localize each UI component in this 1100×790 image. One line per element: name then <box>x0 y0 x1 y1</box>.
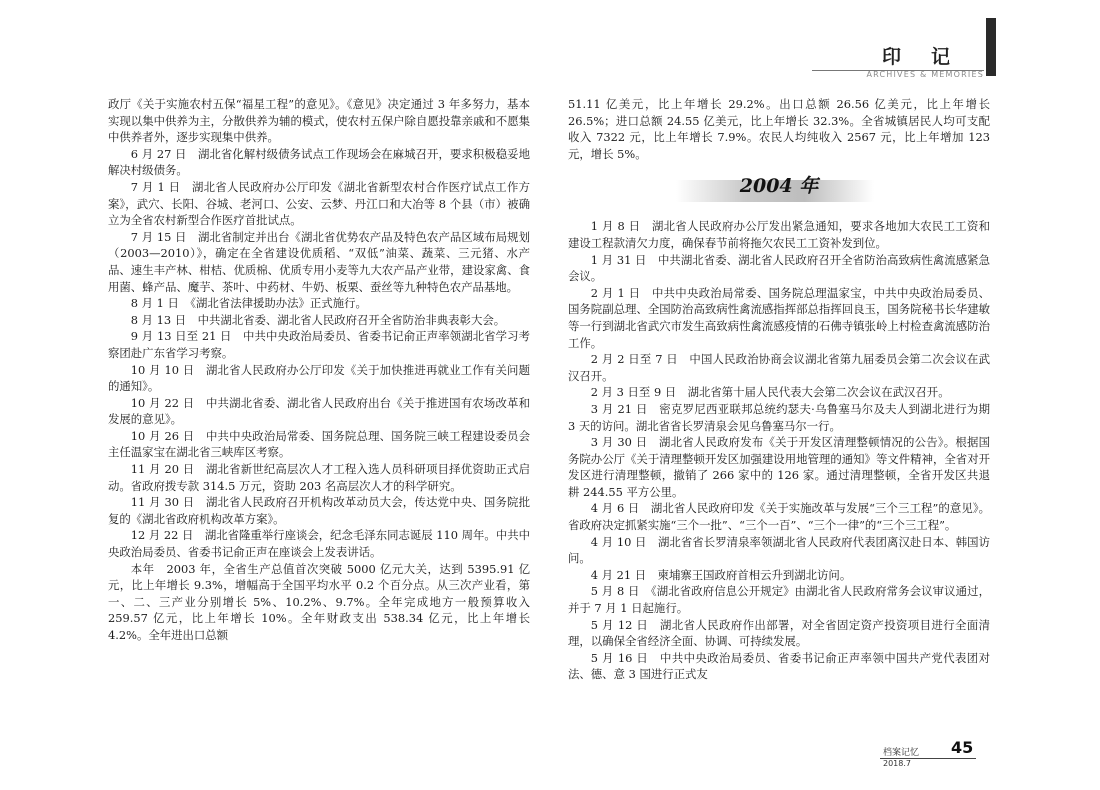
paragraph: 2 月 1 日 中共中央政治局常委、国务院总理温家宝，中共中央政治局委员、国务院副总理、全国防治高致病性禽流感指挥部总指挥回良玉，国务院秘书长华建敏等一行到湖北省武穴市发生高致病性禽流感疫情的石佛寺镇张岭上村检查禽流感防治工作。 <box>568 285 990 350</box>
paragraph: 10 月 10 日 湖北省人民政府办公厅印发《关于加快推进再就业工作有关问题的通知》。 <box>108 362 530 394</box>
page-number: 45 <box>951 738 974 757</box>
paragraph: 1 月 8 日 湖北省人民政府办公厅发出紧急通知，要求各地加大农民工工资和建设工程款清欠力度，确保春节前将拖欠农民工工资补发到位。 <box>568 219 990 250</box>
paragraph: 12 月 22 日 湖北省隆重举行座谈会，纪念毛泽东同志诞辰 110 周年。中共中央政治局委员、省委书记俞正声在座谈会上发表讲话。 <box>108 528 530 560</box>
paragraph: 5 月 8 日 《湖北省政府信息公开规定》由湖北省人民政府常务会议审议通过，并于 7 月 1 日起施行。 <box>568 584 990 616</box>
paragraph: 政厅《关于实施农村五保“福星工程”的意见》。《意见》决定通过 3 年多努力，基本实现以集中供养为主，分散供养为辅的模式，使农村五保户除自愿投靠亲戚和不愿集中供养者外，逐步实现集中供养。 <box>108 97 530 145</box>
right-top-text <box>568 96 990 162</box>
right-column <box>568 96 990 683</box>
year-heading-text: 2004 年 <box>739 175 819 198</box>
paragraph: 51.11 亿美元，比上年增长 29.2%。出口总额 26.56 亿美元，比上年增长 26.5%；进口总额 24.55 亿美元，比上年增长 32.3%。全省城镇居民人均可支配收入 7322 元，比上年增长 7.9%。农民人均纯收入 2567 元，比上年增加 123 元，增长 5%。 <box>568 97 990 161</box>
paragraph: 10 月 26 日 中共中央政治局常委、国务院总理、国务院三峡工程建设委员会主任温家宝在湖北省三峡库区考察。 <box>108 428 530 460</box>
paragraph: 9 月 13 日至 21 日 中共中央政治局委员、省委书记俞正声率领湖北省学习考察团赴广东省学习考察。 <box>108 329 530 360</box>
year-heading <box>568 172 990 210</box>
paragraph: 1 月 31 日 中共湖北省委、湖北省人民政府召开全省防治高致病性禽流感紧急会议。 <box>568 252 990 284</box>
issue-date: 2018.7 <box>883 759 911 768</box>
paragraph: 7 月 15 日 湖北省制定并出台《湖北省优势农产品及特色农产品区域布局规划（2003—2010）》，确定在全省建设优质稻、“双低”油菜、蔬菜、三元猪、水产品、速生丰产林、柑桔、优质棉、优质专用小麦等九大农产品产业带，建设家禽、食用菌、蜂产品、魔芋、茶叶、中药材、牛奶、板栗、蚕丝等九种特色农产品基地。 <box>108 229 530 294</box>
right-bottom-text <box>568 218 990 683</box>
paragraph: 11 月 20 日 湖北省新世纪高层次人才工程入选人员科研项目择优资助正式启动。省政府拨专款 314.5 万元，资助 203 名高层次人才的科学研究。 <box>108 462 530 493</box>
journal-name: 档案记忆 <box>883 748 920 758</box>
paragraph: 8 月 1 日 《湖北省法律援助办法》正式施行。 <box>130 296 367 311</box>
paragraph: 8 月 13 日 中共湖北省委、湖北省人民政府召开全省防治非典表彰大会。 <box>130 312 506 327</box>
paragraph: 本年 2003 年，全省生产总值首次突破 5000 亿元大关，达到 5395.91 亿元，比上年增长 9.3%，增幅高于全国平均水平 0.2 个百分点。从三次产业看，第一、二、三产业分别增长 5%、10.2%、9.7%。全年完成地方一般预算收入 259.57 亿元，比上年增长 10%。全年财政支出 538.34 亿元，比上年增长 4.2%。全年进出口总额 <box>108 561 530 642</box>
paragraph: 3 月 21 日 密克罗尼西亚联邦总统约瑟夫·乌鲁塞马尔及夫人到湖北进行为期 3 天的访问。湖北省省长罗清泉会见乌鲁塞马尔一行。 <box>568 401 990 433</box>
left-column <box>108 96 530 644</box>
paragraph: 6 月 27 日 湖北省化解村级债务试点工作现场会在麻城召开，要求积极稳妥地解决村级债务。 <box>108 146 530 178</box>
section-title: 印记 <box>881 46 980 68</box>
paragraph: 7 月 1 日 湖北省人民政府办公厅印发《湖北省新型农村合作医疗试点工作方案》，武穴、长阳、谷城、老河口、公安、云梦、丹江口和大冶等 8 个县（市）被确立为全省农村新型合作医疗首批试点。 <box>108 179 530 228</box>
paragraph: 11 月 30 日 湖北省人民政府召开机构改革动员大会，传达党中央、国务院批复的《湖北省政府机构改革方案》。 <box>108 495 530 526</box>
paragraph: 2 月 2 日至 7 日 中国人民政治协商会议湖北省第九届委员会第二次会议在武汉召开。 <box>568 352 990 383</box>
paragraph: 10 月 22 日 中共湖北省委、湖北省人民政府出台《关于推进国有农场改革和发展的意见》。 <box>108 395 530 427</box>
paragraph: 4 月 10 日 湖北省省长罗清泉率领湖北省人民政府代表团离汉赴日本、韩国访问。 <box>568 534 990 566</box>
paragraph: 4 月 6 日 湖北省人民政府印发《关于实施改革与发展“三个三工程”的意见》。省政府决定抓紧实施“三个一批”、“三个一百”、“三个一律”的“三个三工程”。 <box>568 501 990 533</box>
section-subtitle: ARCHIVES & MEMORIES <box>866 70 984 79</box>
paragraph: 5 月 16 日 中共中央政治局委员、省委书记俞正声率领中国共产党代表团对法、德、意 3 国进行正式友 <box>568 650 990 682</box>
paragraph: 5 月 12 日 湖北省人民政府作出部署，对全省固定资产投资项目进行全面清理，以确保全省经济全面、协调、可持续发展。 <box>568 617 990 649</box>
paragraph: 3 月 30 日 湖北省人民政府发布《关于开发区清理整顿情况的公告》。根据国务院办公厅《关于清理整顿开发区加强建设用地管理的通知》等文件精神，全省对开发区进行清理整顿，撤销了 266 家中的 126 家。通过清理整顿，全省开发区共退耕 244.55 平方公里。 <box>568 435 990 499</box>
paragraph: 2 月 3 日至 9 日 湖北省第十届人民代表大会第二次会议在武汉召开。 <box>590 385 950 400</box>
paragraph: 4 月 21 日 柬埔寨王国政府首相云升到湖北访问。 <box>590 567 852 582</box>
header-bar <box>986 18 996 76</box>
